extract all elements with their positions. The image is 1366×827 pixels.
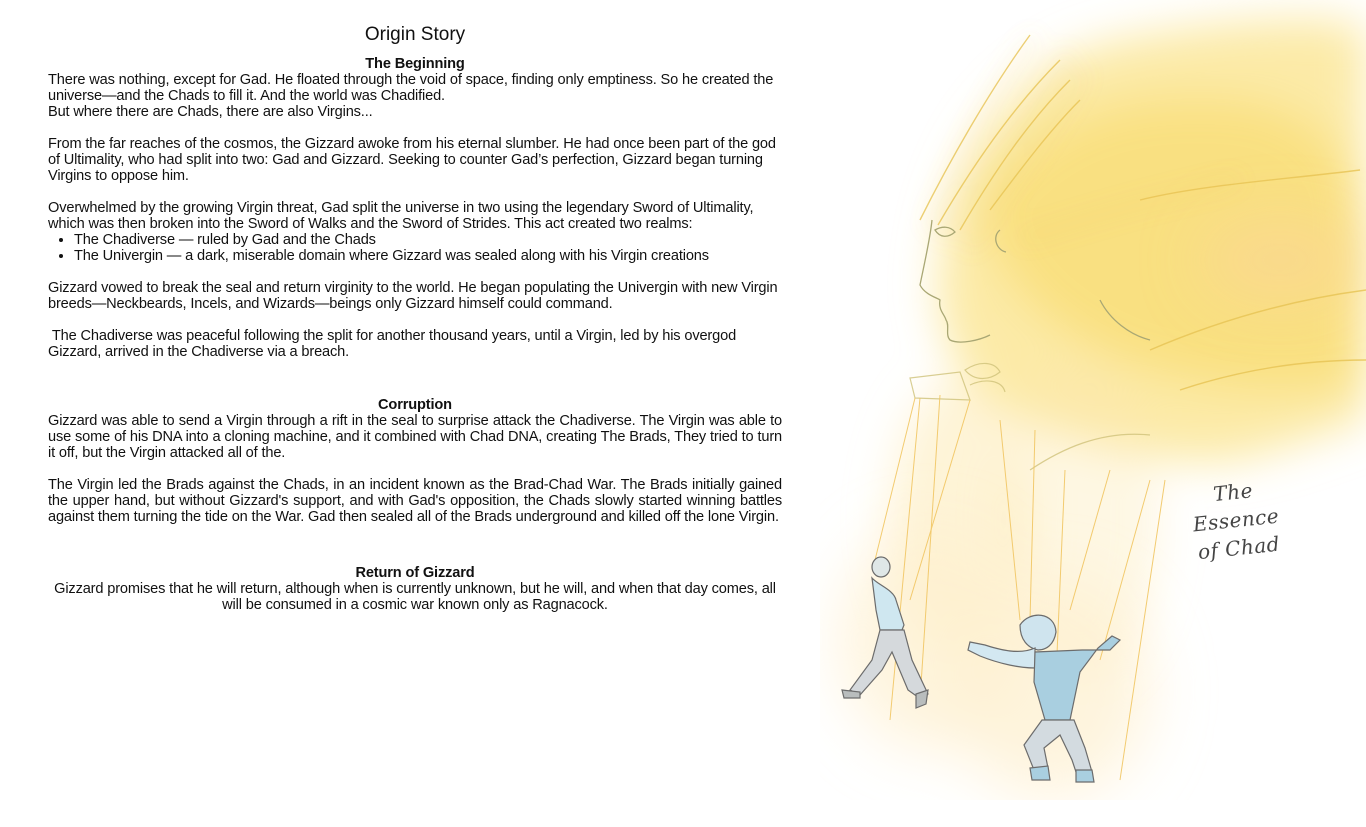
page-title: Origin Story xyxy=(364,24,466,45)
section-heading: Return of Gizzard xyxy=(355,565,475,581)
section-return-of-gizzard xyxy=(48,565,782,613)
signature-line-1: The Essence xyxy=(1191,478,1281,537)
paragraph: The Chadiverse was peaceful following the split for another thousand years, until a Virgin, led by his overgod Gizzard, arrived in the Chadiverse via a breach. xyxy=(48,328,740,360)
paragraph: There was nothing, except for Gad. He floated through the void of space, finding only emptiness. So he created the universe—and the Chads to fill it. And the world was Chadified. xyxy=(48,72,774,104)
signature-line-2: of Chad xyxy=(1196,531,1282,565)
list-item: • The Univergin — a dark, miserable domain where Gizzard was sealed along with his Virgin creations xyxy=(74,248,782,264)
artwork-illustration xyxy=(820,0,1366,800)
list-item: • The Chadiverse — ruled by Gad and the Chads xyxy=(74,232,782,248)
paragraph: Overwhelmed by the growing Virgin threat, Gad split the universe in two using the legendary Sword of Ultimality, which was then broken into the Sword of Walks and the Sword of Strides. This act created two realms: xyxy=(48,200,754,232)
spacer xyxy=(48,120,782,136)
section-corruption xyxy=(48,397,782,525)
section-heading: The Beginning xyxy=(365,56,465,72)
realms-list xyxy=(48,232,782,264)
spacer xyxy=(48,312,782,328)
signature-text xyxy=(1172,472,1300,568)
spacer xyxy=(48,184,782,200)
spacer xyxy=(48,461,782,477)
spacer xyxy=(48,264,782,280)
document-body xyxy=(48,22,782,613)
paragraph: Gizzard promises that he will return, although when is currently unknown, but he will, and when that day comes, all will be consumed in a cosmic war known only as Ragnacock. xyxy=(54,581,776,613)
gizzard-puppeteer-illustration xyxy=(820,0,1366,800)
spacer xyxy=(48,360,782,397)
paragraph: Gizzard vowed to break the seal and return virginity to the world. He began populating the Univergin with new Virgin breeds—Neckbeards, Incels, and Wizards—beings only Gizzard himself could command. xyxy=(48,280,778,312)
paragraph: Gizzard was able to send a Virgin through a rift in the seal to surprise attack the Chadiverse. The Virgin was able to use some of his DNA into a cloning machine, and it combined with Chad DNA, creating The Brads, They tried to turn it off, but the Virgin attacked all of the. xyxy=(48,413,782,461)
section-the-beginning xyxy=(48,56,782,360)
paragraph: But where there are Chads, there are also Virgins... xyxy=(48,104,373,120)
spacer xyxy=(48,525,782,565)
paragraph: From the far reaches of the cosmos, the Gizzard awoke from his eternal slumber. He had once been part of the god of Ultimality, who had split into two: Gad and Gizzard. Seeking to counter Gad’s perfection, Gizzard began turning Virgins to oppose him. xyxy=(48,136,776,184)
section-heading: Corruption xyxy=(378,397,452,413)
paragraph: The Virgin led the Brads against the Chads, in an incident known as the Brad-Chad War. The Brads initially gained the upper hand, but without Gizzard's support, and with Gad's opposition, the Chads slowly started winning battles against them turning the tide on the War. Gad then sealed all of the Brads underground and killed off the lone Virgin. xyxy=(48,477,782,525)
